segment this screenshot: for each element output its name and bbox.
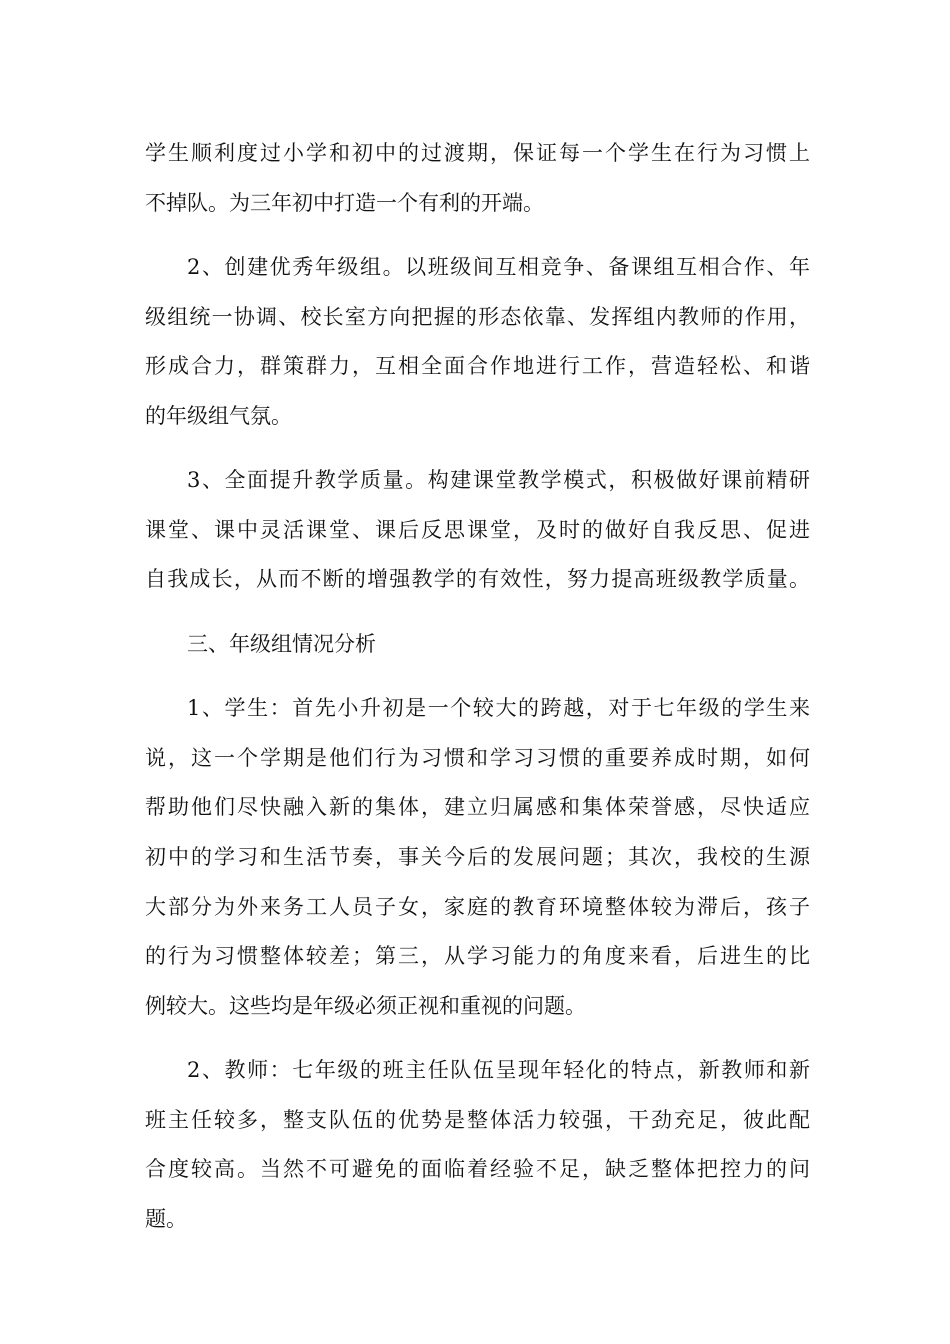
text-line: 学生顺利度过小学和初中的过渡期，保证每一个学生在行为习惯上 [145,141,810,165]
paragraph-teaching-quality [145,456,810,605]
text-line: 课堂、课中灵活课堂、课后反思课堂，及时的做好自我反思、促进 [145,517,810,542]
section-heading [145,620,810,670]
text-line: 合度较高。当然不可避免的面临着经验不足，缺乏整体把控力的问 [145,1157,810,1182]
paragraph-intro [145,129,810,228]
text-line: 级组统一协调、校长室方向把握的形态依靠、发挥组内教师的作用， [145,304,810,329]
text-line: 初中的学习和生活节奏，事关今后的发展问题；其次，我校的生源 [145,844,810,869]
text-line: 班主任较多，整支队伍的优势是整体活力较强，干劲充足，彼此配 [145,1107,810,1132]
text-line: 题。 [145,1206,187,1231]
text-line: 大部分为外来务工人员子女，家庭的教育环境整体较为滞后，孩子 [145,894,810,919]
text-line: 自我成长，从而不断的增强教学的有效性，努力提高班级教学质量。 [145,567,810,592]
text-line: 2、教师：七年级的班主任队伍呈现年轻化的特点，新教师和新 [187,1058,810,1083]
text-line: 例较大。这些均是年级必须正视和重视的问题。 [145,993,586,1018]
text-line: 帮助他们尽快融入新的集体，建立归属感和集体荣誉感，尽快适应 [145,795,810,820]
text-line: 1、学生：首先小升初是一个较大的跨越，对于七年级的学生来 [187,696,810,721]
text-line: 形成合力，群策群力，互相全面合作地进行工作，营造轻松、和谐 [145,354,810,379]
document-body [145,129,810,1244]
paragraph-students [145,684,810,1031]
text-line: 的年级组气氛。 [145,403,292,428]
section-heading-text: 三、年级组情况分析 [187,631,376,656]
text-line: 说，这一个学期是他们行为习惯和学习习惯的重要养成时期，如何 [145,745,810,770]
text-line: 的行为习惯整体较差；第三，从学习能力的角度来看，后进生的比 [145,944,810,969]
paragraph-teachers [145,1046,810,1244]
text-line: 不掉队。为三年初中打造一个有利的开端。 [145,190,544,215]
paragraph-excellent-grade-group [145,243,810,441]
text-line: 3、全面提升教学质量。构建课堂教学模式，积极做好课前精研 [187,468,810,493]
text-line: 2、创建优秀年级组。以班级间互相竞争、备课组互相合作、年 [187,254,810,279]
